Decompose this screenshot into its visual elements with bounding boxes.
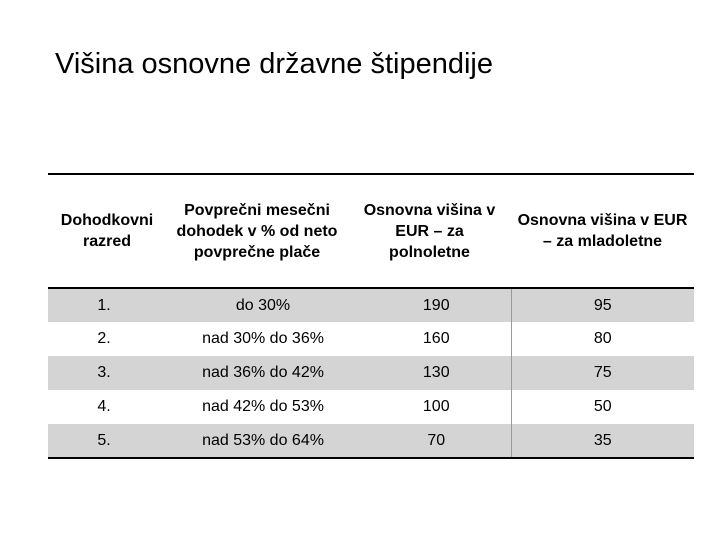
cell-income-class: 1.	[48, 288, 166, 322]
cell-income-class: 3.	[48, 356, 166, 390]
table-header-row	[48, 174, 694, 288]
cell-amount-minors: 35	[511, 424, 694, 458]
header-average-income: Povprečni mesečni dohodek v % od neto povprečne plače	[166, 174, 348, 288]
cell-income-class: 2.	[48, 322, 166, 356]
header-amount-adults: Osnovna višina v EUR – za polnoletne	[348, 174, 511, 288]
cell-income-range: nad 42% do 53%	[166, 390, 348, 424]
table-row	[48, 424, 694, 458]
header-amount-minors: Osnovna višina v EUR – za mladoletne	[511, 174, 694, 288]
cell-income-range: nad 53% do 64%	[166, 424, 348, 458]
cell-amount-adults: 160	[348, 322, 511, 356]
cell-amount-minors: 95	[511, 288, 694, 322]
cell-income-class: 5.	[48, 424, 166, 458]
header-income-class: Dohodkovni razred	[48, 174, 166, 288]
cell-income-range: nad 36% do 42%	[166, 356, 348, 390]
table-row	[48, 356, 694, 390]
cell-amount-minors: 80	[511, 322, 694, 356]
cell-amount-adults: 100	[348, 390, 511, 424]
cell-amount-minors: 50	[511, 390, 694, 424]
cell-amount-adults: 70	[348, 424, 511, 458]
page-title: Višina osnovne državne štipendije	[55, 48, 493, 80]
cell-income-class: 4.	[48, 390, 166, 424]
cell-income-range: do 30%	[166, 288, 348, 322]
table-row	[48, 288, 694, 322]
table-row	[48, 322, 694, 356]
cell-amount-adults: 190	[348, 288, 511, 322]
cell-income-range: nad 30% do 36%	[166, 322, 348, 356]
table-row	[48, 390, 694, 424]
cell-amount-minors: 75	[511, 356, 694, 390]
cell-amount-adults: 130	[348, 356, 511, 390]
stipend-table	[48, 173, 694, 459]
